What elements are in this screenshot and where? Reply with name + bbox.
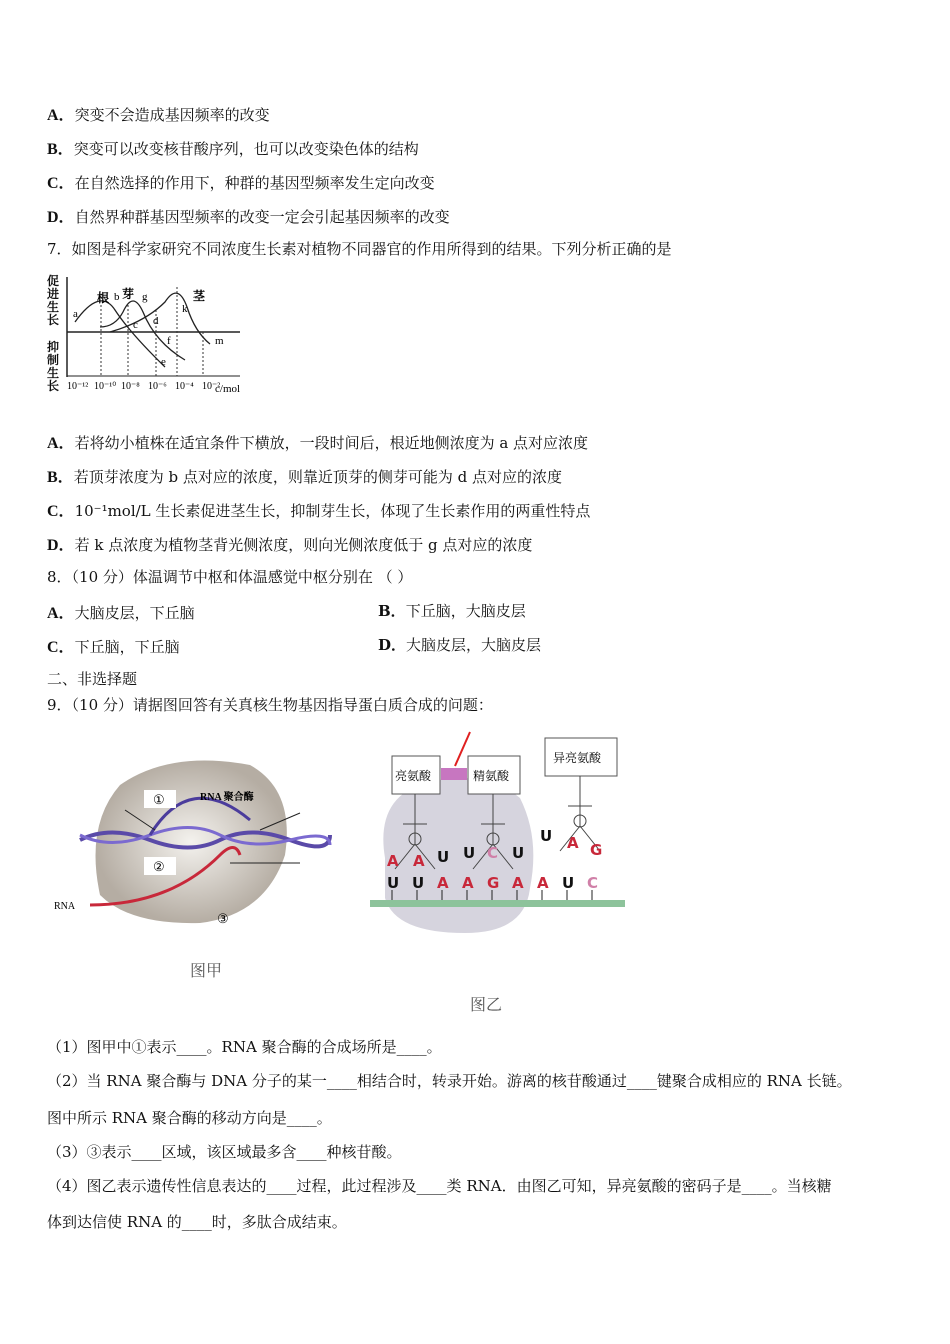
q6-option-a: A．突变不会造成基因频率的改变	[47, 106, 270, 124]
q9-stem: 9．（10 分）请据图回答有关真核生物基因指导蛋白质合成的问题：	[47, 696, 493, 714]
mrna-base: U	[387, 874, 400, 892]
marker-label: ①	[153, 792, 165, 807]
point-label: g	[142, 291, 148, 303]
point-label: f	[167, 335, 171, 347]
q9-part-2: （2）当 RNA 聚合酶与 DNA 分子的某一____相结合时，转录开始。游离的核苷酸通过____键聚合成相应的 RNA 长链。	[47, 1072, 852, 1090]
point-label: b	[114, 291, 120, 303]
q8-stem: 8．（10 分）体温调节中枢和体温感觉中枢分别在 （ ）	[47, 568, 413, 586]
q9-part-1: （1）图甲中①表示____。RNA 聚合酶的合成场所是____。	[47, 1038, 442, 1056]
q8-option-a: A．大脑皮层，下丘脑	[47, 604, 195, 622]
q9-part-3: （3）③表示____区域，该区域最多含____种核苷酸。	[47, 1143, 402, 1161]
curve-label: 芽	[122, 287, 135, 301]
q6-option-b: B．突变可以改变核苷酸序列，也可以改变染色体的结构	[47, 140, 419, 158]
x-tick-label: 10⁻⁸	[121, 381, 140, 392]
q7-option-c: C．10⁻¹mol/L 生长素促进茎生长，抑制芽生长，体现了生长素作用的两重性特点	[47, 502, 591, 520]
mrna-base: A	[537, 874, 549, 892]
section-heading: 二、非选择题	[47, 670, 138, 688]
anticodon-base: A	[413, 852, 425, 870]
figure-1-caption: 图甲	[190, 961, 223, 980]
x-tick-label: 10⁻¹²	[67, 381, 89, 392]
mrna-base: A	[512, 874, 524, 892]
x-tick-label: 10⁻²	[202, 381, 221, 392]
point-label: k	[182, 303, 188, 315]
root-curve	[75, 301, 165, 367]
point-label: m	[215, 335, 224, 347]
curve-label: 根	[97, 291, 110, 305]
mrna-base: G	[487, 874, 500, 892]
anticodon-base: U	[512, 844, 525, 862]
q8-option-d: D．大脑皮层，大脑皮层	[378, 636, 542, 654]
auxin-chart	[45, 272, 255, 400]
x-tick-label: 10⁻⁴	[175, 381, 194, 392]
anticodon-base: U	[540, 827, 553, 845]
anticodon-base: G	[590, 841, 603, 859]
point-label: a	[73, 308, 78, 320]
point-label: e	[161, 356, 166, 368]
q8-option-b: B．下丘脑，大脑皮层	[378, 602, 526, 620]
curve-label: 茎	[193, 289, 206, 303]
rna-label: RNA	[54, 901, 76, 912]
q7-option-a: A．若将幼小植株在适宜条件下横放，一段时间后，根近地侧浓度为 a 点对应浓度	[47, 434, 589, 452]
mrna-base: U	[562, 874, 575, 892]
marker-label: ③	[217, 911, 229, 926]
point-label: d	[153, 315, 159, 327]
point-label: c	[133, 319, 138, 331]
figure-2-caption: 图乙	[470, 995, 503, 1014]
q7-option-d: D．若 k 点浓度为植物茎背光侧浓度，则向光侧浓度低于 g 点对应的浓度	[47, 536, 533, 554]
marker-label: ②	[153, 859, 165, 874]
amino-acid-label: 亮氨酸	[395, 769, 432, 783]
anticodon-base: A	[567, 834, 579, 852]
figure-transcription	[50, 745, 340, 940]
q9-part-4-cont: 体到达信使 RNA 的____时，多肽合成结束。	[47, 1213, 347, 1231]
q7-option-b: B．若顶芽浓度为 b 点对应的浓度，则靠近顶芽的侧芽可能为 d 点对应的浓度	[47, 468, 562, 486]
anticodon-base: C	[487, 844, 499, 862]
y-label-inhibit: 抑制生长	[47, 340, 60, 393]
mrna-base: U	[412, 874, 425, 892]
rna-polymerase-label: RNA 聚合酶	[200, 792, 254, 803]
y-label-promote: 促进生长	[47, 274, 60, 327]
x-unit: c/mol	[215, 383, 241, 395]
q9-part-4: （4）图乙表示遗传性信息表达的____过程，此过程涉及____类 RNA．由图乙可知，异亮氨酸的密码子是____。当核糖	[47, 1177, 832, 1195]
figure-translation	[365, 728, 630, 938]
q6-option-c: C．在自然选择的作用下，种群的基因型频率发生定向改变	[47, 174, 435, 192]
mrna-base: A	[462, 874, 474, 892]
q8-option-c: C．下丘脑，下丘脑	[47, 638, 180, 656]
q6-option-d: D．自然界种群基因型频率的改变一定会引起基因频率的改变	[47, 208, 450, 226]
amino-acid-label: 异亮氨酸	[553, 751, 602, 765]
anticodon-base: U	[437, 848, 450, 866]
x-tick-label: 10⁻¹⁰	[94, 381, 117, 392]
amino-acid-label: 精氨酸	[473, 769, 510, 783]
mrna-base: A	[437, 874, 449, 892]
q9-part-2-cont: 图中所示 RNA 聚合酶的移动方向是____。	[47, 1109, 332, 1127]
q7-stem: 7．如图是科学家研究不同浓度生长素对植物不同器官的作用所得到的结果。下列分析正确的是	[47, 240, 672, 258]
x-tick-label: 10⁻⁶	[148, 381, 167, 392]
mrna-base: C	[587, 874, 599, 892]
anticodon-base: A	[387, 852, 399, 870]
bud-curve	[100, 301, 185, 360]
anticodon-base: U	[463, 844, 476, 862]
